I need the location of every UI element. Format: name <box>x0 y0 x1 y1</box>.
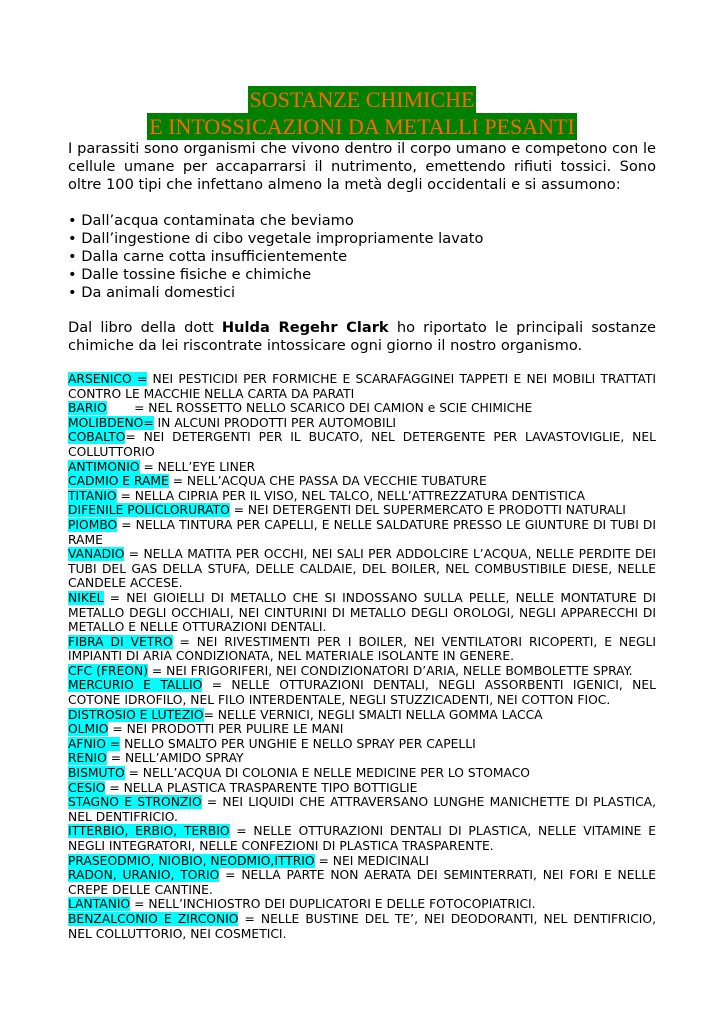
substance-term: CESIO <box>68 780 106 795</box>
substance-term: VANADIO <box>68 547 125 562</box>
substance-source: = NELLA MATITA PER OCCHI, NEI SALI PER ADDOLCIRE L’ACQUA, NELLE PERDITE DEI TUBI DEL GAS DELLA STUFA, DELLE CALDAIE, DEL BOILER, NEL COMBUSTIBILE DIESE, NELLE CANDELE ACCESE. <box>68 547 656 591</box>
substance-entry <box>68 708 656 723</box>
substance-term: ITTERBIO, ERBIO, TERBIO <box>68 824 230 839</box>
substance-term: BISMUTO <box>68 766 125 781</box>
substance-term: DISTROSIO E LUTEZIO <box>68 707 204 722</box>
substance-entry <box>68 518 656 547</box>
substance-term: COBALTO <box>68 430 126 445</box>
substance-source: = NEL ROSSETTO NELLO SCARICO DEI CAMION e SCIE CHIMICHE <box>106 401 533 416</box>
substance-source: = NELL’ACQUA DI COLONIA E NELLE MEDICINE PER LO STOMACO <box>124 766 530 781</box>
bullet-item: • Dalla carne cotta insufficientemente <box>68 248 656 266</box>
substance-source: = NELL’INCHIOSTRO DEI DUPLICATORI E DELLE FOTOCOPIATRICI. <box>130 897 536 912</box>
substance-source: = NELLA PLASTICA TRASPARENTE TIPO BOTTIGLIE <box>105 780 418 795</box>
substance-term: OLMIO <box>68 722 109 737</box>
book-prefix: Dal libro della dott <box>68 319 222 336</box>
substance-entry <box>68 430 656 459</box>
substance-source: = NEI DETERGENTI DEL SUPERMERCATO E PRODOTTI NATURALI <box>229 503 626 518</box>
substance-entry <box>68 372 656 401</box>
substance-source: = NEI DETERGENTI PER IL BUCATO, NEL DETERGENTE PER LAVASTOVIGLIE, NEL COLLUTTORIO <box>68 430 656 459</box>
substance-entry <box>68 781 656 796</box>
substance-entry <box>68 897 656 912</box>
bullet-item: • Dall’ingestione di cibo vegetale impropriamente lavato <box>68 230 656 248</box>
substance-source: NELLO SMALTO PER UNGHIE E NELLO SPRAY PER CAPELLI <box>120 736 476 751</box>
substance-term: BARIO <box>68 401 107 416</box>
substance-source: = NELL’ACQUA CHE PASSA DA VECCHIE TUBATURE <box>168 474 487 489</box>
substance-entry <box>68 503 656 518</box>
substance-source: = NELLE OTTURAZIONI DENTALI, NEGLI ASSORBENTI IGENICI, NEL COTONE IDROFILO, NEL FILO INTERDENTALE, NEGLI STUZZICADENTI, NEI COTTON FIOC. <box>68 678 656 708</box>
title-line-2: E INTOSSICAZIONI DA METALLI PESANTI <box>149 114 575 139</box>
document-title <box>68 86 656 140</box>
substance-list <box>68 372 656 941</box>
substance-entry <box>68 474 656 489</box>
title-line-1: SOSTANZE CHIMICHE <box>249 87 475 112</box>
substance-entry <box>68 868 656 897</box>
substance-source: = NEI MEDICINALI <box>314 853 430 868</box>
substance-entry <box>68 824 656 853</box>
substance-term: ARSENICO = <box>68 372 148 386</box>
substance-source: = NELLA TINTURA PER CAPELLI, E NELLE SALDATURE PRESSO LE GIUNTURE DI TUBI DI RAME <box>68 517 656 547</box>
intro-paragraph: I parassiti sono organismi che vivono dentro il corpo umano e competono con le cellule umane per accaparrarsi il nutrimento, emettendo rifiuti tossici. Sono oltre 100 tipi che infettano almeno la metà degli occidentali e si assumono: <box>68 140 656 193</box>
substance-entry <box>68 460 656 475</box>
substance-source: = NELLA CIPRIA PER IL VISO, NEL TALCO, NELL’ATTREZZATURA DENTISTICA <box>116 488 585 503</box>
bullet-item: • Da animali domestici <box>68 284 656 302</box>
substance-term: ANTIMONIO <box>68 459 140 474</box>
substance-entry <box>68 751 656 766</box>
book-suffix: ho riportato le principali sostanze chimiche da lei riscontrate intossicare ogni giorno il nostro organismo. <box>68 319 657 354</box>
substance-term: NIKEL <box>68 590 104 605</box>
substance-entry <box>68 664 656 679</box>
substance-entry <box>68 766 656 781</box>
author-name: Hulda Regehr Clark <box>221 319 389 336</box>
substance-source: = NEI FRIGORIFERI, NEI CONDIZIONATORI D’ARIA, NELLE BOMBOLETTE SPRAY. <box>148 663 633 678</box>
substance-entry <box>68 591 656 635</box>
substance-term: LANTANIO <box>68 897 131 912</box>
substance-source: = NEI LIQUIDI CHE ATTRAVERSANO LUNGHE MANICHETTE DI PLASTICA, NEL DENTIFRICIO. <box>68 795 656 824</box>
substance-term: PIOMBO <box>68 517 118 532</box>
substance-entry <box>68 737 656 752</box>
substance-entry <box>68 416 656 431</box>
document-page <box>68 86 656 941</box>
substance-entry <box>68 912 656 941</box>
substance-term: AFNIO = <box>68 736 121 751</box>
substance-entry <box>68 795 656 824</box>
substance-source: = NELL’EYE LINER <box>139 459 256 474</box>
bullet-list <box>68 212 656 302</box>
substance-source: NEI PESTICIDI PER FORMICHE E SCARAFAGGINEI TAPPETI E NEI MOBILI TRATTATI CONTRO LE MACCHIE NELLA CARTA DA PARATI <box>68 372 656 401</box>
substance-entry <box>68 678 656 707</box>
substance-term: PRASEODMIO, NIOBIO, NEODMIO,ITTRIO <box>68 853 315 868</box>
substance-source: = NELLE BUSTINE DEL TE’, NEI DEODORANTI, NEL DENTIFRICIO, NEL COLLUTTORIO, NEI COSMETICI. <box>68 911 656 941</box>
substance-term: TITANIO <box>68 488 117 503</box>
substance-term: RADON, URANIO, TORIO <box>68 868 220 883</box>
substance-term: FIBRA DI VETRO <box>68 634 173 649</box>
substance-entry <box>68 547 656 591</box>
substance-entry <box>68 854 656 869</box>
substance-term: CFC (FREON) <box>68 663 149 678</box>
substance-term: DIFENILE POLICLORURATO <box>68 503 230 518</box>
substance-source: = NELLA PARTE NON AERATA DEI SEMINTERRATI, NEI FORI E NELLE CREPE DELLE CANTINE. <box>68 868 656 897</box>
substance-source: = NEI RIVESTIMENTI PER I BOILER, NEI VENTILATORI RICOPERTI, E NEGLI IMPIANTI DI ARIA CONDIZIONATA, NEL MATERIALE ISOLANTE IN GENERE. <box>68 634 656 664</box>
substance-term: STAGNO E STRONZIO <box>68 795 202 810</box>
substance-entry <box>68 489 656 504</box>
substance-source: = NELLE VERNICI, NEGLI SMALTI NELLA GOMMA LACCA <box>203 707 543 722</box>
book-paragraph <box>68 319 656 355</box>
substance-source: IN ALCUNI PRODOTTI PER AUTOMOBILI <box>153 415 397 430</box>
substance-source: = NEI PRODOTTI PER PULIRE LE MANI <box>108 722 344 737</box>
substance-source: = NELL’AMIDO SPRAY <box>106 751 244 766</box>
substance-entry <box>68 722 656 737</box>
substance-term: CADMIO E RAME <box>68 474 169 489</box>
substance-entry <box>68 635 656 664</box>
substance-term: MERCURIO E TALLIO <box>68 678 203 693</box>
substance-source: = NELLE OTTURAZIONI DENTALI DI PLASTICA, NELLE VITAMINE E NEGLI INTEGRATORI, NELLE CONFEZIONI DI PLASTICA TRASPARENTE. <box>68 824 656 853</box>
substance-term: BENZALCONIO E ZIRCONIO <box>68 911 239 926</box>
bullet-item: • Dall’acqua contaminata che beviamo <box>68 212 656 230</box>
bullet-item: • Dalle tossine fisiche e chimiche <box>68 266 656 284</box>
substance-term: RENIO <box>68 751 107 766</box>
substance-term: MOLIBDENO= <box>68 415 154 430</box>
substance-entry <box>68 401 656 416</box>
substance-source: = NEI GIOIELLI DI METALLO CHE SI INDOSSANO SULLA PELLE, NELLE MONTATURE DI METALLO DEGLI OCCHIALI, NEI CINTURINI DI METALLO DEGLI OROLOGI, NEGLI APPARECCHI DI METALLO E NELLE OTTURAZIONI DENTALI. <box>68 590 656 635</box>
